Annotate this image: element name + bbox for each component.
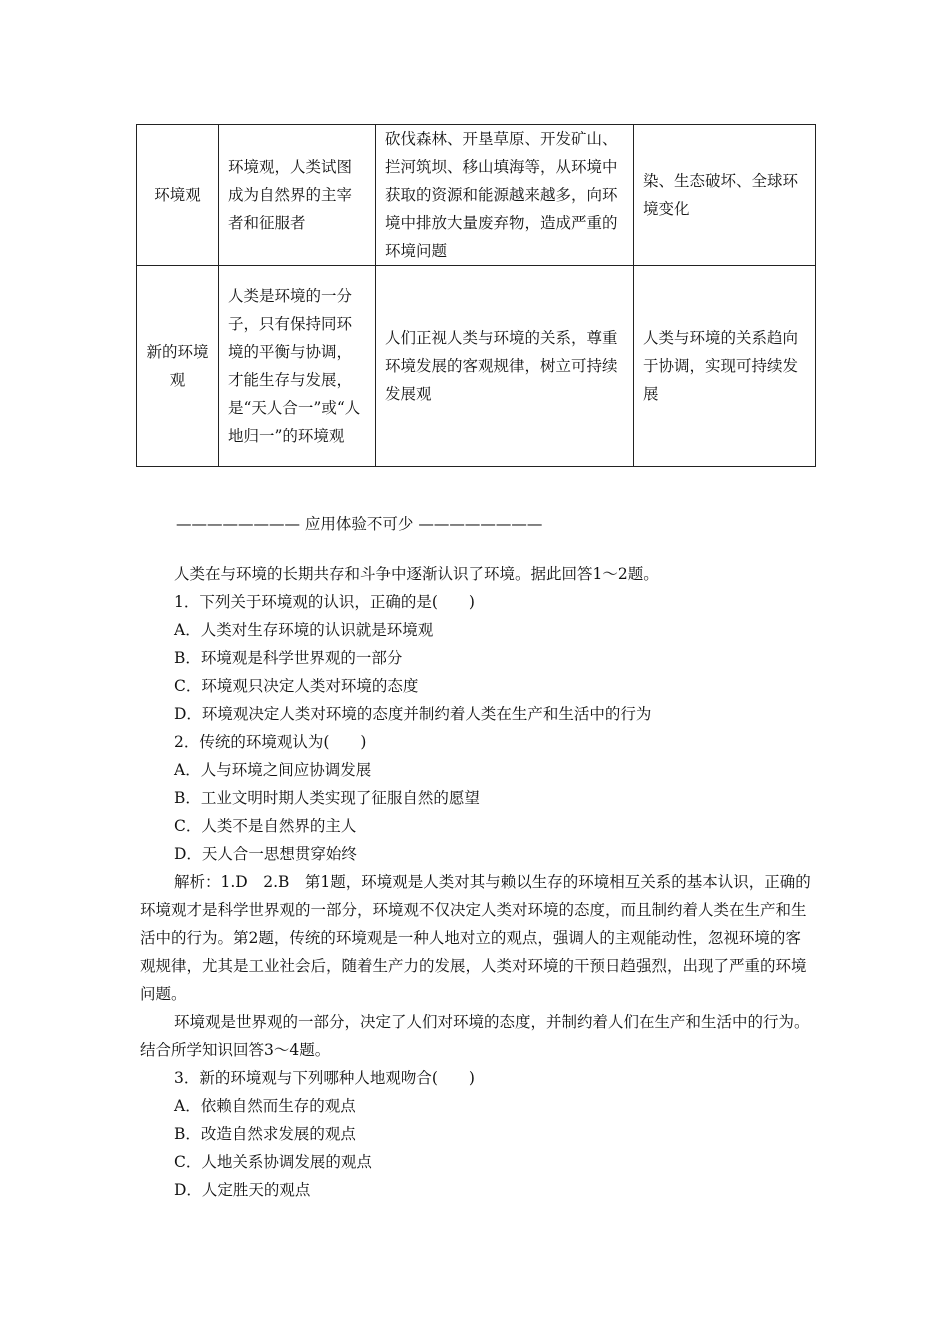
answer-option: A．依赖自然而生存的观点: [174, 1097, 356, 1115]
environment-view-table: [136, 124, 816, 467]
table-cell-head: [137, 266, 219, 467]
row-head-label: 新的环境观: [146, 343, 209, 389]
table-cell: [376, 266, 634, 467]
question-stem: 1．下列关于环境观的认识，正确的是( ): [174, 593, 475, 611]
answer-option: C．人类不是自然界的主人: [174, 817, 357, 835]
table-cell: [376, 125, 634, 266]
cell-text: 砍伐森林、开垦草原、开发矿山、拦河筑坝、移山填海等，从环境中获取的资源和能源越来越多，向环境中排放大量废弃物，造成严重的环境问题: [385, 130, 618, 260]
answer-option: A．人与环境之间应协调发展: [174, 761, 372, 779]
table-cell: [219, 125, 376, 266]
section-title: ———————— 应用体验不可少 ————————: [176, 515, 543, 533]
answer-option: B．改造自然求发展的观点: [174, 1125, 356, 1143]
exercise-content: [140, 560, 816, 1204]
answer-option: B．环境观是科学世界观的一部分: [174, 649, 403, 667]
cell-text: 人们正视人类与环境的关系，尊重环境发展的客观规律，树立可持续发展观: [385, 329, 618, 403]
intro-paragraph: 人类在与环境的长期共存和斗争中逐渐认识了环境。据此回答1～2题。: [174, 565, 659, 583]
cell-text: 人类是环境的一分子，只有保持同环境的平衡与协调，才能生存与发展，是“天人合一”或“人地归一”的环境观: [228, 287, 361, 445]
intro-paragraph: 环境观是世界观的一部分，决定了人们对环境的态度，并制约着人们在生产和生活中的行为。结合所学知识回答3～4题。: [140, 1013, 810, 1059]
answer-option: D．天人合一思想贯穿始终: [174, 845, 357, 863]
table-cell: [634, 266, 816, 467]
table-cell-head: [137, 125, 219, 266]
cell-text: 环境观，人类试图成为自然界的主宰者和征服者: [228, 158, 353, 232]
table-cell: [219, 266, 376, 467]
table-row: [137, 266, 816, 467]
analysis-paragraph: 解析：1.D 2.B 第1题，环境观是人类对其与赖以生存的环境相互关系的基本认识，正确的环境观才是科学世界观的一部分，环境观不仅决定人类对环境的态度，而且制约着人类在生产和生活中的行为。第2题，传统的环境观是一种人地对立的观点，强调人的主观能动性，忽视环境的客观规律，尤其是工业社会后，随着生产力的发展，人类对环境的干预日趋强烈，出现了严重的环境问题。: [140, 873, 811, 1003]
answer-option: B．工业文明时期人类实现了征服自然的愿望: [174, 789, 480, 807]
table-row: [137, 125, 816, 266]
question-stem: 3．新的环境观与下列哪种人地观吻合( ): [174, 1069, 475, 1087]
cell-text: 人类与环境的关系趋向于协调，实现可持续发展: [643, 329, 799, 403]
question-stem: 2．传统的环境观认为( ): [174, 733, 367, 751]
answer-option: D．人定胜天的观点: [174, 1181, 311, 1199]
table-cell: [634, 125, 816, 266]
answer-option: C．人地关系协调发展的观点: [174, 1153, 372, 1171]
answer-option: D．环境观决定人类对环境的态度并制约着人类在生产和生活中的行为: [174, 705, 652, 723]
row-head-label: 环境观: [154, 186, 201, 204]
answer-option: C．环境观只决定人类对环境的态度: [174, 677, 419, 695]
cell-text: 染、生态破坏、全球环境变化: [643, 172, 799, 218]
answer-option: A．人类对生存环境的认识就是环境观: [174, 621, 434, 639]
